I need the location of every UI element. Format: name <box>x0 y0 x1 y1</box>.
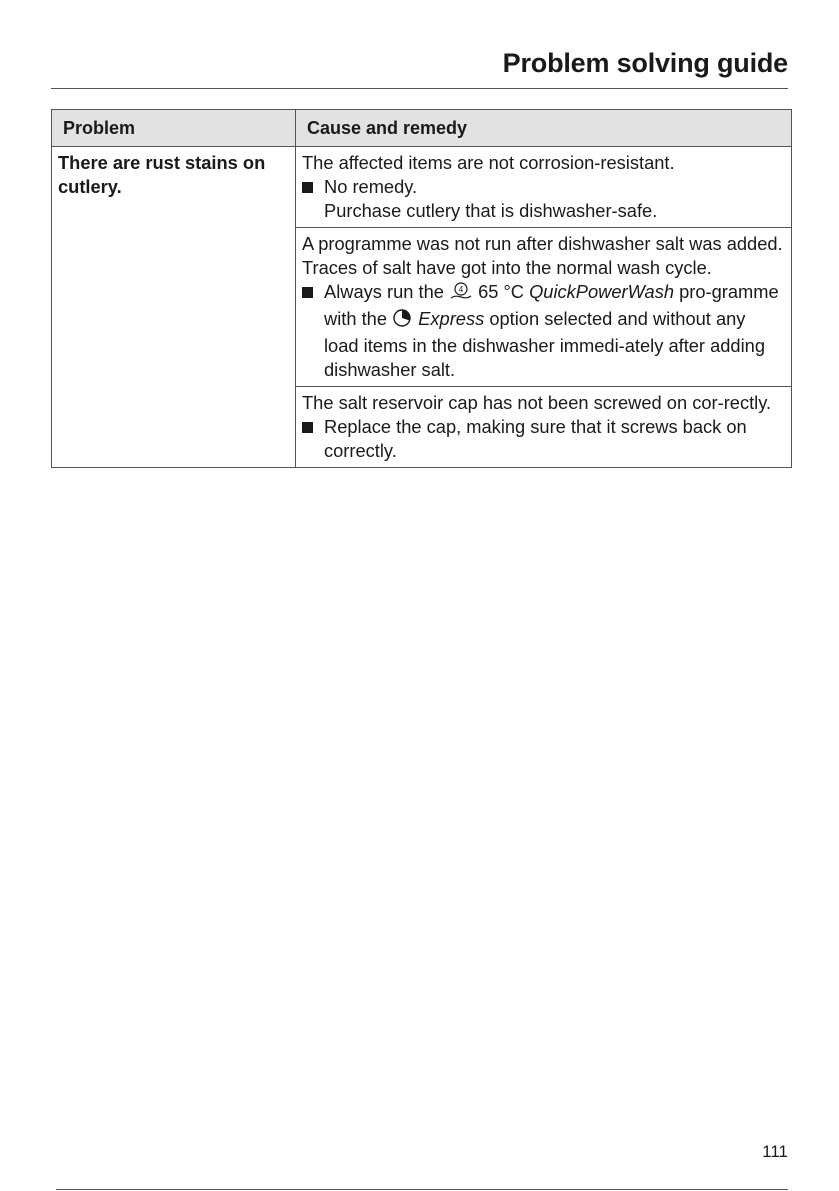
title-divider <box>51 88 788 89</box>
table-row <box>52 147 792 228</box>
remedy-text: 65 °C <box>472 281 530 302</box>
remedy-text: pro-gramme with the <box>324 281 779 329</box>
remedy-text: Replace the cap, making sure that it screws back on correctly. <box>324 416 747 461</box>
footer-divider <box>56 1189 788 1190</box>
cause-text: The affected items are not corrosion-resistant. <box>302 152 675 173</box>
cause-cell <box>296 228 792 387</box>
svg-text:4: 4 <box>458 285 464 294</box>
cause-cell <box>296 147 792 228</box>
bullet-square-icon <box>302 182 313 193</box>
remedy-item <box>302 175 785 223</box>
option-name: Express <box>418 308 485 329</box>
cause-cell <box>296 387 792 468</box>
remedy-text: No remedy. <box>324 176 418 197</box>
page-number: 111 <box>762 1142 788 1161</box>
bullet-square-icon <box>302 422 313 433</box>
bullet-square-icon <box>302 287 313 298</box>
express-clock-icon <box>392 308 413 334</box>
programme-name: QuickPowerWash <box>529 281 675 302</box>
cause-text: The salt reservoir cap has not been screwed on cor-rectly. <box>302 392 772 413</box>
table-header-row <box>52 110 792 147</box>
page-title: Problem solving guide <box>502 48 788 78</box>
remedy-text-continued: Purchase cutlery that is dishwasher-safe. <box>324 200 658 221</box>
header-cause-and-remedy: Cause and remedy <box>296 110 792 147</box>
remedy-text: Always run the <box>324 281 449 302</box>
remedy-item <box>302 415 785 463</box>
header-problem: Problem <box>52 110 296 147</box>
cause-text: A programme was not run after dishwasher salt was added. Traces of salt have got into the normal wash cycle. <box>302 233 783 278</box>
remedy-item <box>302 280 785 382</box>
quickpowerwash-programme-icon <box>449 281 473 307</box>
problem-table <box>51 109 792 468</box>
remedy-text: option selected and without any load items in the dishwasher immedi-ately after adding dishwasher salt. <box>324 308 765 380</box>
problem-cell: There are rust stains on cutlery. <box>52 147 296 468</box>
